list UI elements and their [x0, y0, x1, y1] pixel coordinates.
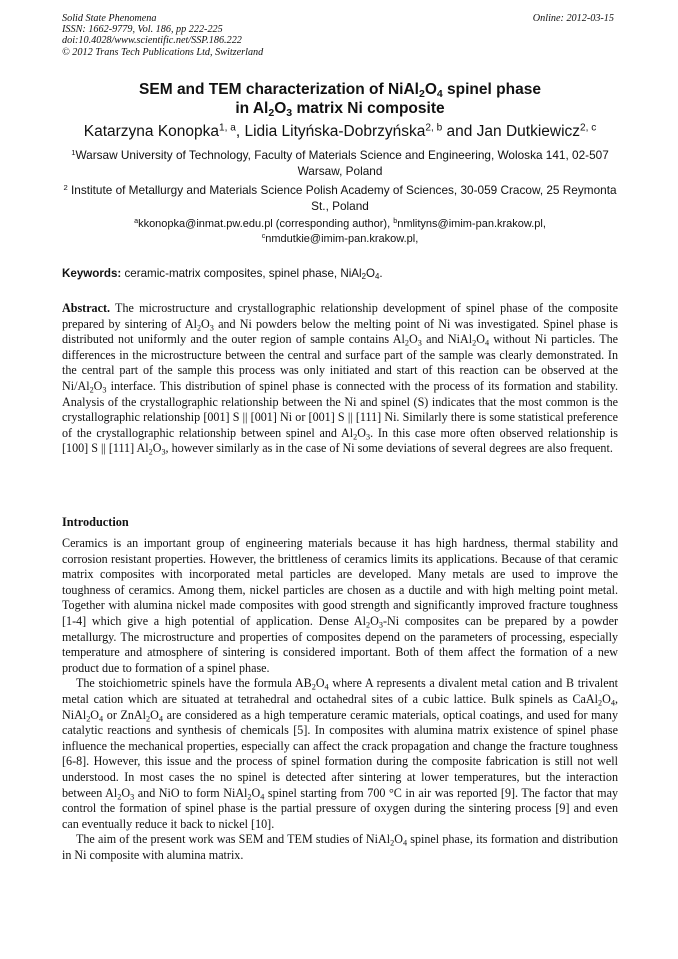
author-list: Katarzyna Konopka$^{1, a}$, Lidia Lityńska-Dobrzyńska$^{2, b}$ and Jan Dutkiewicz$^{2, c}$ — [83, 122, 597, 140]
author-name: Lidia Lityńska-Dobrzyńska — [244, 123, 426, 140]
author-name: Katarzyna Konopka — [83, 123, 220, 140]
journal-name: Solid State Phenomena — [62, 13, 157, 24]
abstract-label: Abstract. — [62, 301, 111, 315]
journal-header — [62, 13, 618, 58]
email-link[interactable]: nmlityns@imim-pan.krakow.pl, — [397, 218, 546, 230]
section-heading-introduction: Introduction — [62, 515, 129, 529]
keywords-label: Keywords: — [62, 267, 122, 280]
affiliation-1: $^1$Warsaw University of Technology, Faculty of Materials Science and Engineering, Woloska 141, 02-507 Warsaw, Poland — [71, 147, 609, 178]
abstract: Abstract. The microstructure and crystallographic relationship development of spinel phase of the composite prepared by sintering of $Al_2O_3$ and Ni powders below the melting point of Ni was investigated. Spinel phase is distributed not uniformly and the outer region of sample contains $Al_2O_3$ and $NiAl_2O_4$ without Ni particles. The differences in the microstructure between the central and surface part of the sample was clearly demonstrated. In the central part of the sample this process was only initiated and start of this reaction can be observed at the $Ni/Al_2O_3$ interface. This distribution of spinel phase is connected with the process of its formation and stability. Analysis of the crystallographic relationship between the Ni and spinel (S) indicates that the most common is the crystallographic relationship [001] S || [001] Ni or [001] S || [111] Ni. Similarly there is some statistical preference of the crystallographic relationship between spinel and $Al_2O_3$. In this case more often observed relationship is [100] S || [111] $Al_2O_3$, however similarly as in the case of Ni some deviations of several degrees are also frequent. — [62, 301, 619, 457]
paper-title — [62, 80, 618, 118]
author-name: Jan Dutkiewicz — [476, 123, 581, 140]
email-link[interactable]: nmdutkie@imim-pan.krakow.pl, — [265, 233, 419, 245]
paragraph: The stoichiometric spinels have the formula $AB_2O_4$ where A represents a divalent metal cation and B trivalent metal cation which are situated at tetrahedral and octahedral sites of a cubic lattice. Bulk spinels as $CaAl_2O_4$, $NiAl_2O_4$ or $ZnAl_2O_4$ are considered as a high temperature ceramic materials, optical coatings, and used for many catalytic reactions and synthesis of chemicals [5]. In composites with alumina matrix existence of spinel phase influence the mechanical properties, especially can affect the crack propagation and change the fracture toughness [6-8]. However, this issue and the process of spinel formation during the composite fabrication is still not well understood. In most cases the no spinel is detected after sintering at lower temperatures, but the interaction between $Al_2O_3$ and NiO to form $NiAl_2O_4$ spinel starting from 700 °C in air was reported [9]. The factor that may control the formation of spinel phase is the partial pressure of oxygen during the sintering process [9] and even can eventually reduce it back to nickel [10]. — [62, 676, 619, 831]
online-date: Online: 2012-03-15 — [532, 13, 614, 24]
title-line-1: SEM and TEM characterization of $NiAl_2O_4$ spinel phase — [139, 81, 541, 100]
keywords: Keywords: ceramic-matrix composites, spinel phase, $NiAl_2O_4$. — [62, 267, 383, 282]
email-link[interactable]: kkonopka@inmat.pw.edu.pl (corresponding author), — [138, 218, 394, 230]
doi-line: doi:10.4028/www.scientific.net/SSP.186.222 — [62, 35, 242, 47]
title-line-2: in $Al_2O_3$ matrix Ni composite — [235, 100, 445, 119]
affiliation-2: $^2$ Institute of Metallurgy and Materials Science Polish Academy of Sciences, 30-059 Cracow, 25 Reymonta St., Poland — [63, 182, 617, 213]
author-emails: $^a$kkonopka@inmat.pw.edu.pl (corresponding author), $^b$nmlityns@imim-pan.krakow.pl, $^c$nmdutkie@imim-pan.krakow.pl, — [134, 217, 546, 245]
paragraph: Ceramics is an important group of engineering materials because it has high hardness, thermal stability and corrosion resistant properties. However, the brittleness of ceramics limits its applications. Because of that ceramic matrix composites with incorporated metal particles are developed. Many metals are used to improve the toughness of ceramics. Among them, nickel particles are chosen as a ductile and with high melting point metal. Together with alumina nickel made composites with good strength and significantly improved fracture toughness [1-4] which give a high potential of application. Dense $Al_2O_3-Ni$ composites can be prepared by a powder metallurgy. The microstructure and properties of composites depend on the parameters of processing, especially temperature and atmosphere of sintering is considered important. Both of them affect the formation of a new product due to formation of a spinel phase. — [62, 536, 618, 675]
paragraph: The aim of the present work was SEM and TEM studies of $NiAl_2O_4$ spinel phase, its formation and distribution in Ni composite with alumina matrix. — [62, 832, 618, 862]
issn-line: ISSN: 1662-9779, Vol. 186, pp 222-225 — [62, 24, 223, 36]
copyright-line: © 2012 Trans Tech Publications Ltd, Switzerland — [62, 46, 264, 58]
introduction-body — [62, 536, 618, 863]
